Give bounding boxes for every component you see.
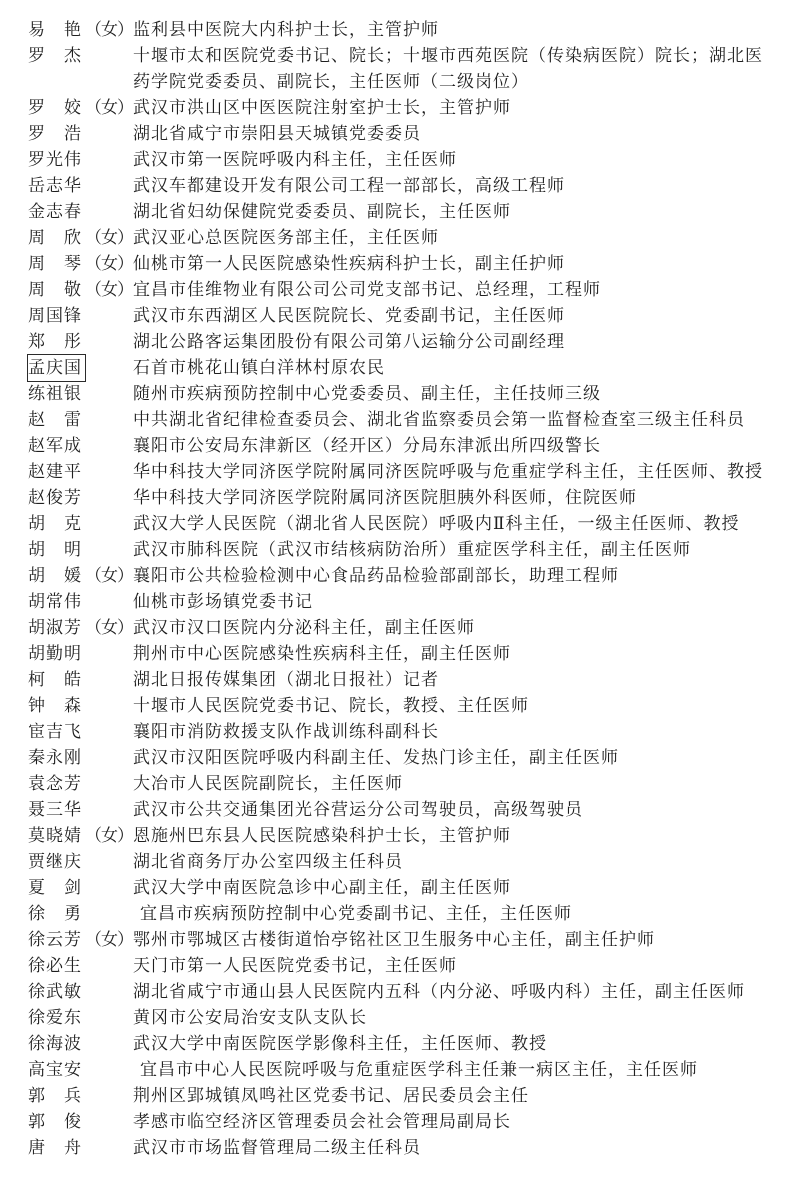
person-name: 柯 皓 [28, 670, 82, 689]
person-name: 胡 媛 [28, 566, 82, 585]
list-entry [28, 95, 776, 121]
person-name: 周 琴 [28, 254, 82, 273]
person-title: 襄阳市公共检验检测中心食品药品检验部副部长，助理工程师 [133, 566, 619, 585]
list-entry [28, 199, 776, 225]
list-entry [28, 173, 776, 199]
list-entry [28, 147, 776, 173]
person-title: 黄冈市公安局治安支队支队长 [133, 1008, 367, 1027]
list-entry [28, 771, 776, 797]
list-entry [28, 277, 776, 303]
person-name: 徐 勇 [28, 904, 82, 923]
person-name: 罗 姣 [28, 98, 82, 117]
person-title: 武汉亚心总医院医务部主任，主任医师 [133, 228, 439, 247]
person-title: 宜昌市中心人民医院呼吸与危重症医学科主任兼一病区主任，主任医师 [140, 1060, 698, 1079]
person-name: 赵 雷 [28, 410, 82, 429]
list-entry [28, 1109, 776, 1135]
person-name: 秦永刚 [28, 748, 82, 767]
person-name: 徐云芳 [28, 930, 82, 949]
list-entry [28, 121, 776, 147]
list-entry [28, 927, 776, 953]
person-name: 郑 彤 [28, 332, 82, 351]
person-title: 宜昌市疾病预防控制中心党委副书记、主任，主任医师 [140, 904, 572, 923]
person-title: 荆州区郢城镇凤鸣社区党委书记、居民委员会主任 [133, 1086, 529, 1105]
gender-marker: （女） [85, 930, 133, 949]
person-name: 胡常伟 [28, 592, 82, 611]
gender-marker: （女） [85, 20, 133, 39]
person-name: 易 艳 [28, 20, 82, 39]
list-entry [28, 589, 776, 615]
person-name: 周 欣 [28, 228, 82, 247]
person-name: 罗 杰 [28, 46, 82, 65]
gender-marker: （女） [85, 566, 133, 585]
list-entry [28, 563, 776, 589]
list-entry [28, 901, 776, 927]
person-title: 湖北省咸宁市通山县人民医院内五科（内分泌、呼吸内科）主任，副主任医师 [133, 982, 745, 1001]
gender-marker: （女） [85, 254, 133, 273]
person-title: 武汉市市场监督管理局二级主任科员 [133, 1138, 421, 1157]
person-title: 仙桃市彭场镇党委书记 [133, 592, 313, 611]
list-entry [28, 667, 776, 693]
list-entry [28, 719, 776, 745]
gender-marker: （女） [85, 98, 133, 117]
list-entry [28, 511, 776, 537]
person-name: 宦吉飞 [28, 722, 82, 741]
list-entry [28, 875, 776, 901]
person-title: 武汉大学中南医院医学影像科主任，主任医师、教授 [133, 1034, 547, 1053]
person-name: 徐必生 [28, 956, 82, 975]
person-title: 武汉大学人民医院（湖北省人民医院）呼吸内Ⅱ科主任，一级主任医师、教授 [133, 514, 740, 533]
list-entry [28, 537, 776, 563]
list-entry [28, 225, 776, 251]
person-name: 金志春 [28, 202, 82, 221]
gender-marker: （女） [85, 228, 133, 247]
list-entry [28, 693, 776, 719]
person-name: 袁念芳 [28, 774, 82, 793]
person-title: 十堰市太和医院党委书记、院长；十堰市西苑医院（传染病医院）院长；湖北医药学院党委委员、副院长，主任医师（二级岗位） [133, 46, 763, 91]
person-title: 武汉市东西湖区人民医院院长、党委副书记，主任医师 [133, 306, 565, 325]
person-title: 湖北省商务厅办公室四级主任科员 [133, 852, 403, 871]
person-title: 随州市疾病预防控制中心党委委员、副主任，主任技师三级 [133, 384, 601, 403]
list-entry [28, 823, 776, 849]
person-title: 宜昌市佳维物业有限公司公司党支部书记、总经理，工程师 [133, 280, 601, 299]
list-entry [28, 381, 776, 407]
person-name: 郭 兵 [28, 1086, 82, 1105]
person-name: 钟 森 [28, 696, 82, 715]
person-name: 莫晓婧 [28, 826, 82, 845]
person-title: 襄阳市消防救援支队作战训练科副科长 [133, 722, 439, 741]
person-name: 贾继庆 [28, 852, 82, 871]
list-entry [28, 1083, 776, 1109]
person-title: 仙桃市第一人民医院感染性疾病科护士长，副主任护师 [133, 254, 565, 273]
person-name: 胡淑芳 [28, 618, 82, 637]
person-name: 胡 克 [28, 514, 82, 533]
person-title: 华中科技大学同济医学院附属同济医院胆胰外科医师，住院医师 [133, 488, 637, 507]
person-title: 孝感市临空经济区管理委员会社会管理局副局长 [133, 1112, 511, 1131]
person-name: 罗光伟 [28, 150, 82, 169]
person-title: 华中科技大学同济医学院附属同济医院呼吸与危重症学科主任，主任医师、教授 [133, 462, 763, 481]
person-title: 湖北省妇幼保健院党委委员、副院长，主任医师 [133, 202, 511, 221]
list-entry [28, 1135, 776, 1161]
list-entry [28, 433, 776, 459]
person-name: 唐 舟 [28, 1138, 82, 1157]
list-entry [28, 355, 776, 381]
list-entry [28, 979, 776, 1005]
list-entry [28, 251, 776, 277]
list-entry [28, 615, 776, 641]
person-name: 赵建平 [28, 462, 82, 481]
list-entry [28, 1057, 776, 1083]
person-title: 襄阳市公安局东津新区（经开区）分局东津派出所四级警长 [133, 436, 601, 455]
person-name: 徐武敏 [28, 982, 82, 1001]
person-name: 胡 明 [28, 540, 82, 559]
person-title: 武汉车都建设开发有限公司工程一部部长，高级工程师 [133, 176, 565, 195]
list-entry [28, 485, 776, 511]
person-title: 天门市第一人民医院党委书记，主任医师 [133, 956, 457, 975]
list-entry [28, 17, 776, 43]
person-name: 赵军成 [28, 436, 82, 455]
person-name: 罗 浩 [28, 124, 82, 143]
person-title: 武汉市洪山区中医医院注射室护士长，主管护师 [133, 98, 511, 117]
person-name: 周国锋 [28, 306, 82, 325]
list-entry [28, 459, 776, 485]
person-title: 荆州市中心医院感染性疾病科主任，副主任医师 [133, 644, 511, 663]
person-title: 武汉大学中南医院急诊中心副主任，副主任医师 [133, 878, 511, 897]
person-title: 武汉市汉阳医院呼吸内科副主任、发热门诊主任，副主任医师 [133, 748, 619, 767]
person-name: 徐爱东 [28, 1008, 82, 1027]
person-title: 恩施州巴东县人民医院感染科护士长，主管护师 [133, 826, 511, 845]
name-roster-list [28, 17, 776, 1161]
person-title: 武汉市第一医院呼吸内科主任，主任医师 [133, 150, 457, 169]
list-entry [28, 953, 776, 979]
person-title: 湖北公路客运集团股份有限公司第八运输分公司副经理 [133, 332, 565, 351]
list-entry [28, 1031, 776, 1057]
person-name: 赵俊芳 [28, 488, 82, 507]
list-entry [28, 641, 776, 667]
person-title: 中共湖北省纪律检查委员会、湖北省监察委员会第一监督检查室三级主任科员 [133, 410, 745, 429]
person-title: 监利县中医院大内科护士长，主管护师 [133, 20, 439, 39]
list-entry [28, 303, 776, 329]
person-name: 胡勤明 [28, 644, 82, 663]
list-entry [28, 43, 776, 95]
list-entry [28, 849, 776, 875]
list-entry [28, 1005, 776, 1031]
person-title: 武汉市肺科医院（武汉市结核病防治所）重症医学科主任，副主任医师 [133, 540, 691, 559]
person-title: 鄂州市鄂城区古楼街道怡亭铭社区卫生服务中心主任，副主任护师 [133, 930, 655, 949]
person-name: 徐海波 [28, 1034, 82, 1053]
person-name: 练祖银 [28, 384, 82, 403]
gender-marker: （女） [85, 826, 133, 845]
person-title: 武汉市公共交通集团光谷营运分公司驾驶员，高级驾驶员 [133, 800, 583, 819]
list-entry [28, 407, 776, 433]
list-entry [28, 329, 776, 355]
gender-marker: （女） [85, 618, 133, 637]
person-title: 石首市桃花山镇白洋林村原农民 [133, 358, 385, 377]
list-entry [28, 745, 776, 771]
person-title: 武汉市汉口医院内分泌科主任，副主任医师 [133, 618, 475, 637]
person-title: 大冶市人民医院副院长，主任医师 [133, 774, 403, 793]
gender-marker: （女） [85, 280, 133, 299]
person-name: 夏 剑 [28, 878, 82, 897]
person-name: 郭 俊 [28, 1112, 82, 1131]
person-name: 岳志华 [28, 176, 82, 195]
person-title: 湖北省咸宁市崇阳县天城镇党委委员 [133, 124, 421, 143]
person-title: 湖北日报传媒集团（湖北日报社）记者 [133, 670, 439, 689]
person-name: 聂三华 [28, 800, 82, 819]
person-title: 十堰市人民医院党委书记、院长，教授、主任医师 [133, 696, 529, 715]
person-name: 高宝安 [28, 1060, 82, 1079]
person-name: 周 敬 [28, 280, 82, 299]
person-name-boxed: 孟庆国 [28, 355, 85, 381]
list-entry [28, 797, 776, 823]
